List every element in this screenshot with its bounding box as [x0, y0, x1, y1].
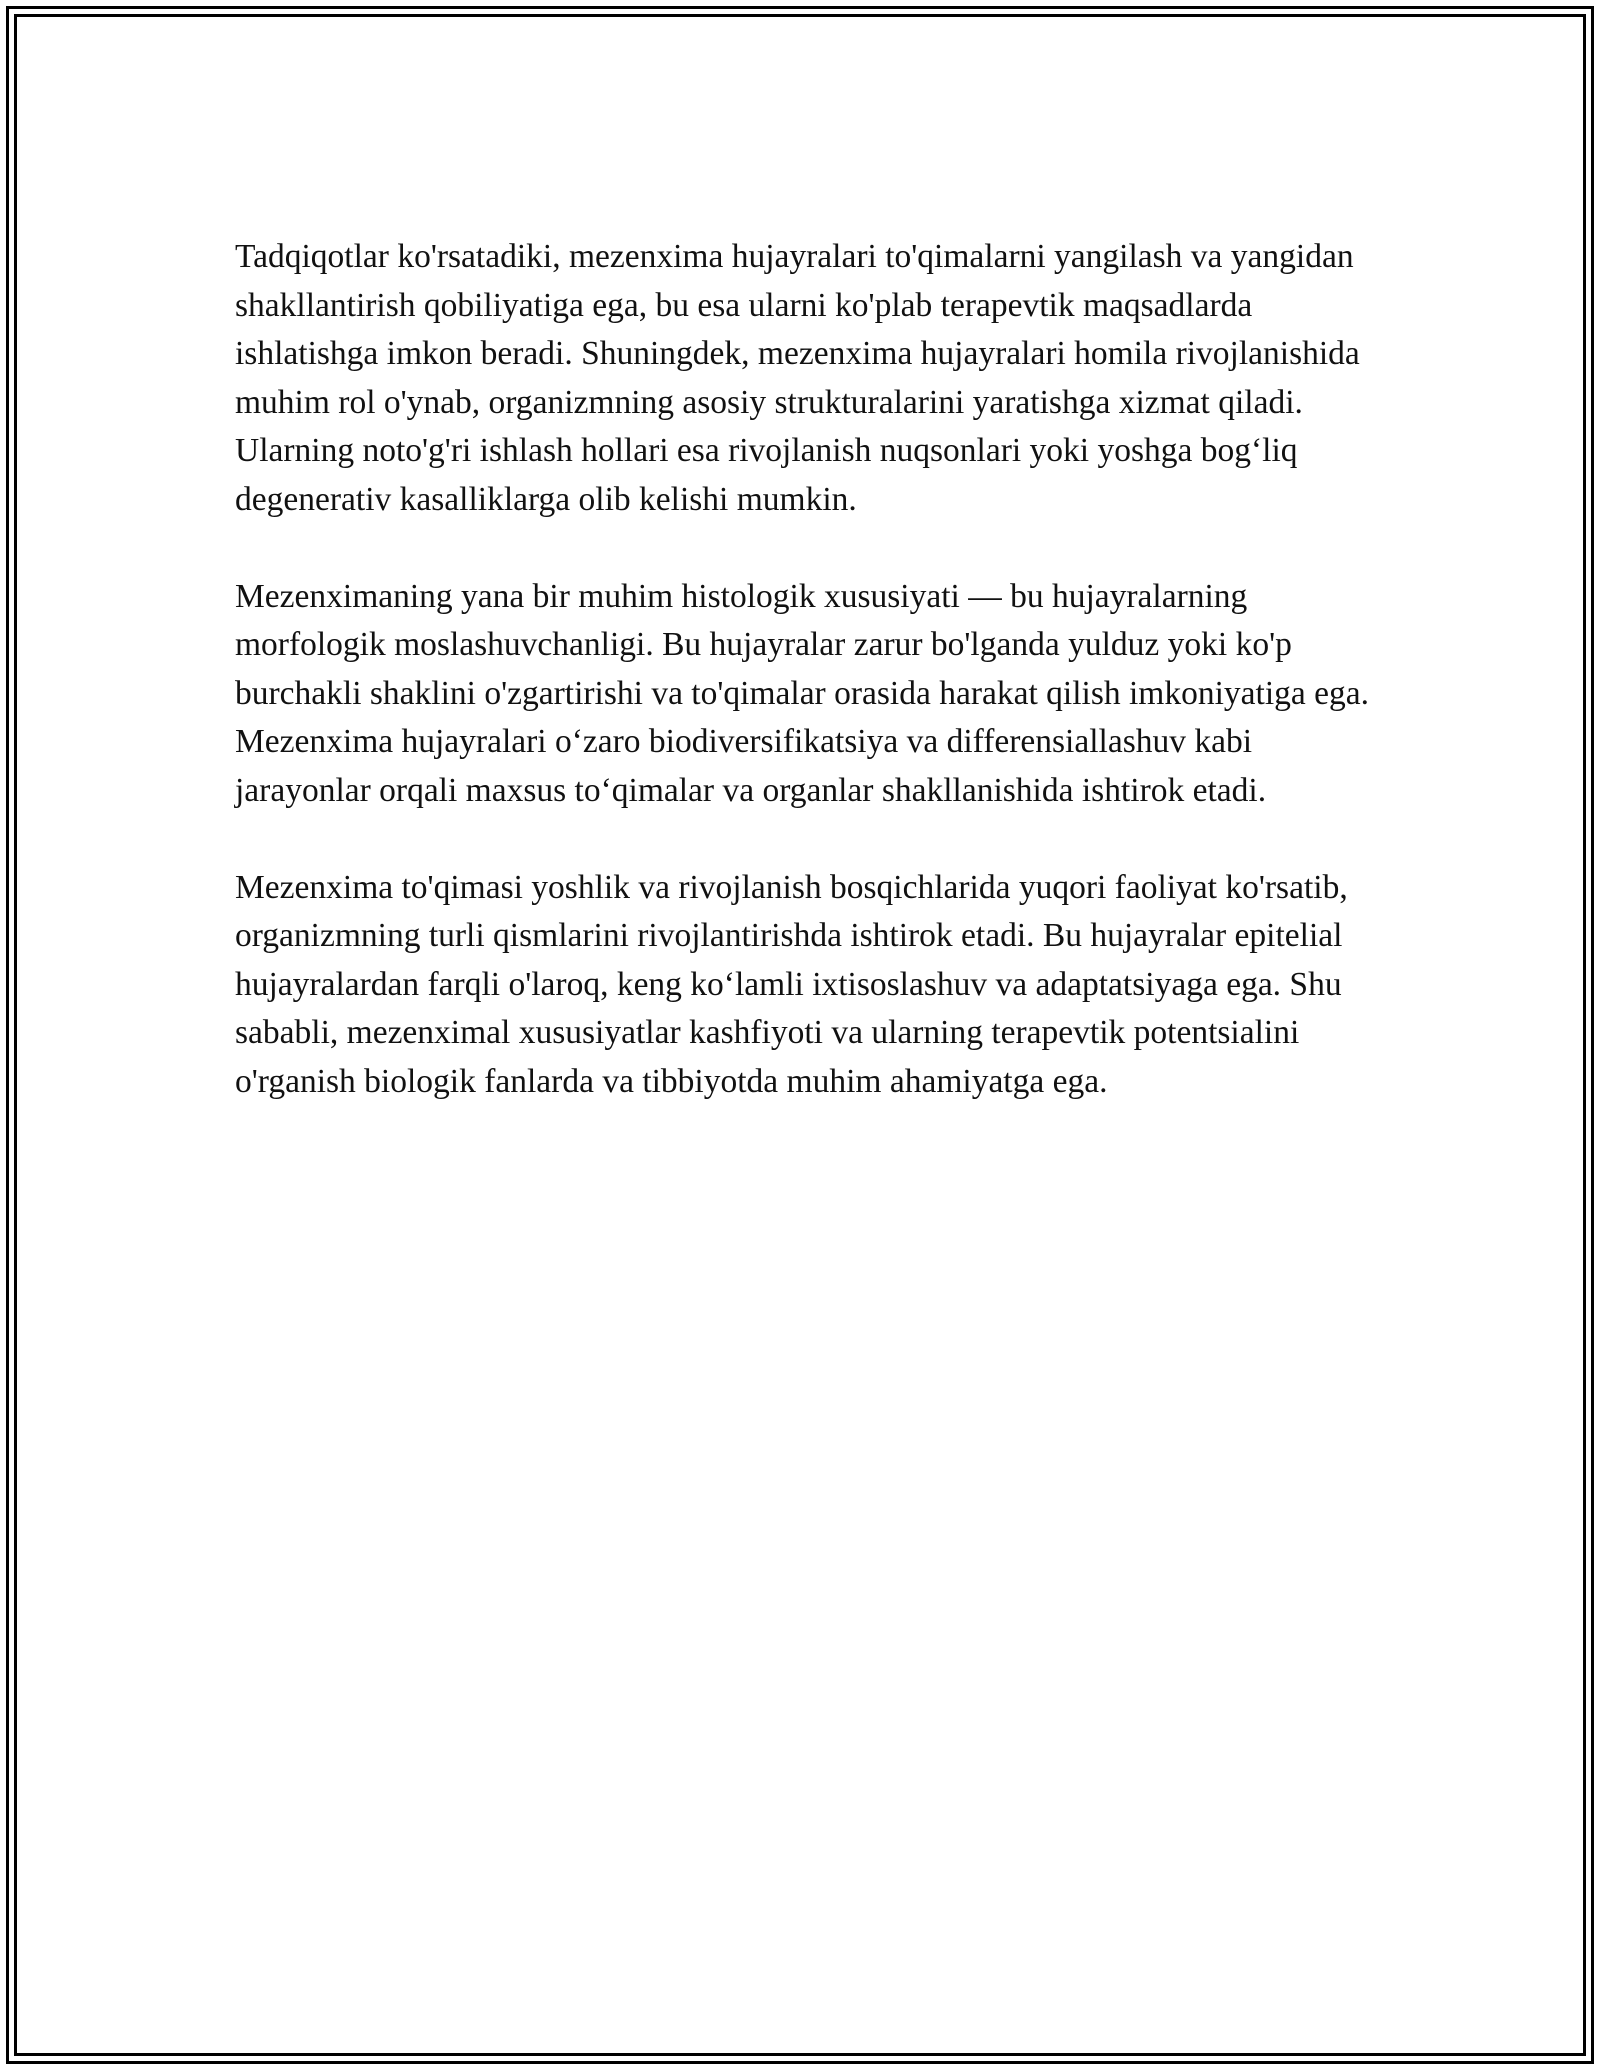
paragraph-1: Tadqiqotlar ko'rsatadiki, mezenxima hujayralari to'qimalarni yangilash va yangidan shakllantirish qobiliyatiga ega, bu esa ularni ko'plab terapevtik maqsadlarda ishlatishga imkon beradi. Shuningdek, mezenxima hujayralari homila rivojlanishida muhim rol o'ynab, organizmning asosiy strukturalarini yaratishga xizmat qiladi. Ularning noto'g'ri ishlash hollari esa rivojlanish nuqsonlari yoki yoshga bog‘liq degenerativ kasalliklarga olib kelishi mumkin.	[235, 238, 1360, 518]
document-body	[235, 233, 1370, 1155]
paragraph-3: Mezenxima to'qimasi yoshlik va rivojlanish bosqichlarida yuqori faoliyat ko'rsatib, organizmning turli qismlarini rivojlantirishda ishtirok etadi. Bu hujayralar epitelial hujayralardan farqli o'laroq, keng ko‘lamli ixtisoslashuv va adaptatsiyaga ega. Shu sababli, mezenximal xususiyatlar kashfiyoti va ularning terapevtik potentsialini o'rganish biologik fanlarda va tibbiyotda muhim ahamiyatga ega.	[235, 868, 1348, 1100]
paragraph-2: Mezenximaning yana bir muhim histologik xususiyati — bu hujayralarning morfologik moslashuvchanligi. Bu hujayralar zarur bo'lganda yulduz yoki ko'p burchakli shaklini o'zgartirishi va to'qimalar orasida harakat qilish imkoniyatiga ega. Mezenxima hujayralari o‘zaro biodiversifikatsiya va differensiallashuv kabi jarayonlar orqali maxsus to‘qimalar va organlar shakllanishida ishtirok etadi.	[235, 577, 1369, 809]
